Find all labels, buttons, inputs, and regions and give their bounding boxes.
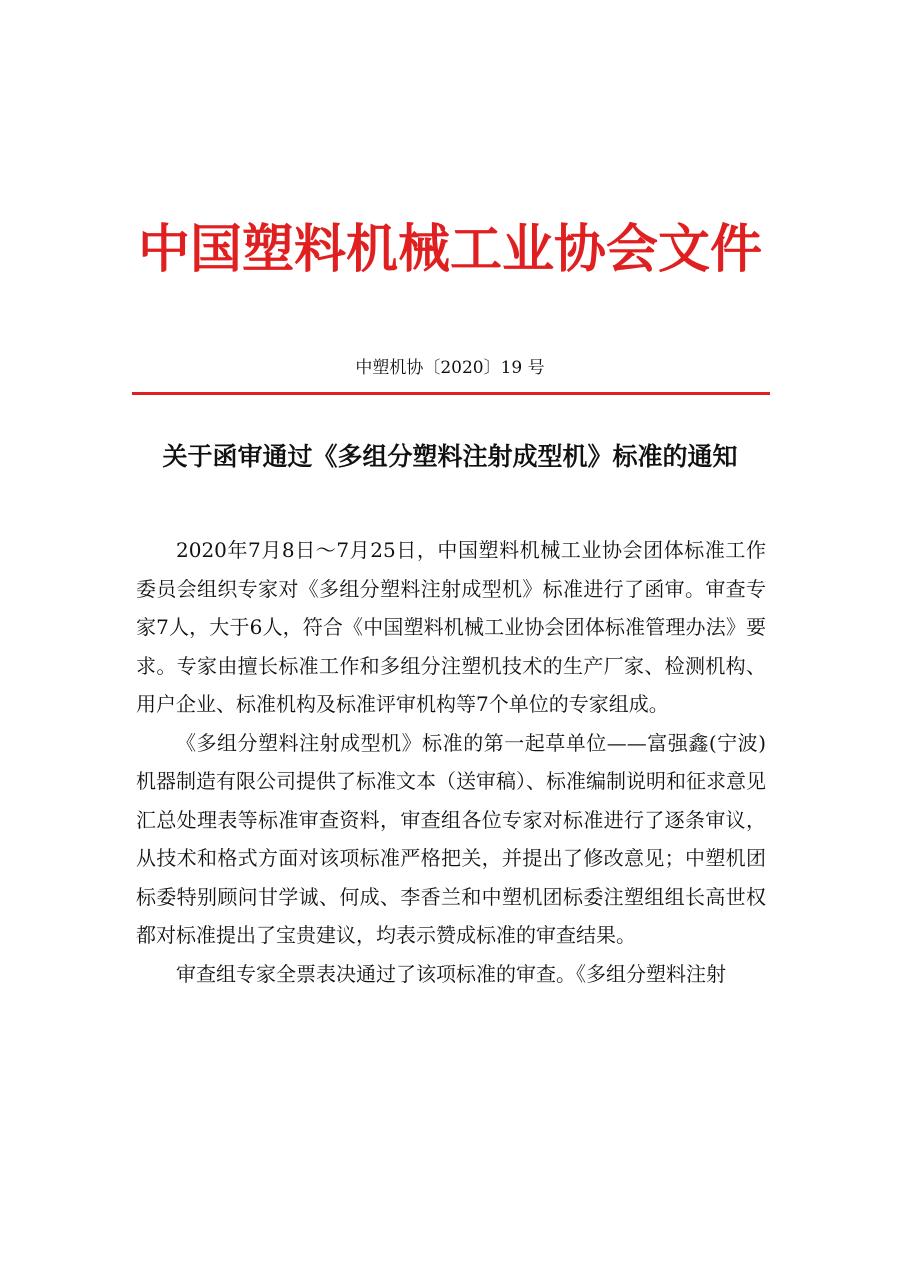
paragraph-2: 《多组分塑料注射成型机》标准的第一起草单位——富强鑫(宁波)机器制造有限公司提供了标准文本（送审稿）、标准编制说明和征求意见汇总处理表等标准审查资料，审查组各位专家对标准进行了逐条审议，从技术和格式方面对该项标准严格把关，并提出了修改意见；中塑机团标委特别顾问甘学诚、何成、李香兰和中塑机团标委注塑组组长高世权都对标准提出了宝贵建议，均表示赞成标准的审查结果。 — [136, 730, 766, 947]
document-number: 中塑机协〔2020〕19 号 — [355, 358, 545, 378]
paragraph-1: 2020年7月8日～7月25日，中国塑料机械工业协会团体标准工作委员会组织专家对《多组分塑料注射成型机》标准进行了函审。审查专家7人，大于6人，符合《中国塑料机械工业协会团体标准管理办法》要求。专家由擅长标准工作和多组分注塑机技术的生产厂家、检测机构、用户企业、标准机构及标准评审机构等7个单位的专家组成。 — [136, 538, 766, 716]
paragraph-3: 审查组专家全票表决通过了该项标准的审查。《多组分塑料注射 — [176, 961, 726, 986]
red-divider-line — [132, 392, 770, 395]
body-text — [136, 531, 766, 993]
masthead-title: 中国塑料机械工业协会文件 — [137, 220, 762, 280]
notice-title: 关于函审通过《多组分塑料注射成型机》标准的通知 — [162, 442, 738, 471]
